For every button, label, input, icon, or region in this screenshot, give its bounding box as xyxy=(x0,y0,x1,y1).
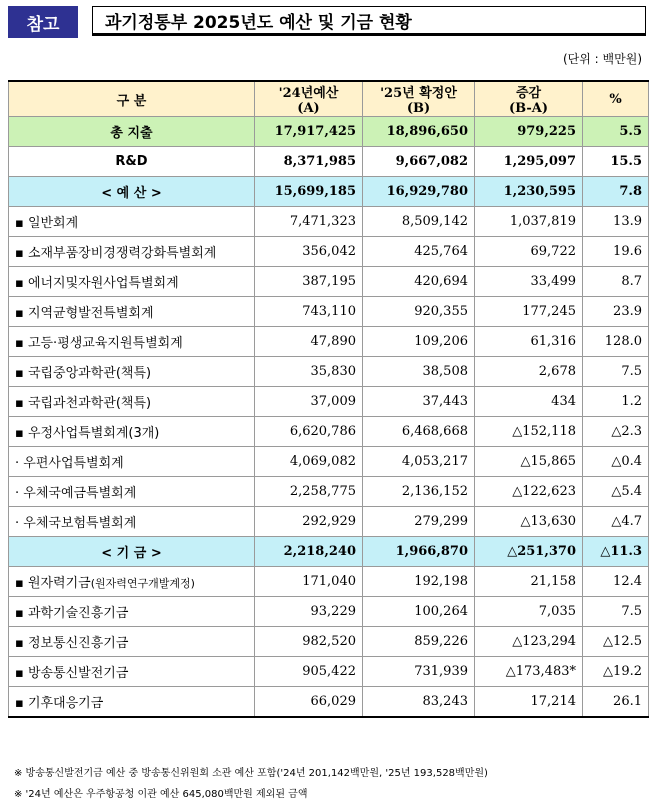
cell-b: 2,136,152 xyxy=(363,477,475,507)
cell-c: 17,214 xyxy=(475,687,583,718)
table-row xyxy=(9,567,649,597)
cell-a: 37,009 xyxy=(255,387,363,417)
table-row xyxy=(9,357,649,387)
cell-p: 7.5 xyxy=(583,597,649,627)
row-label: ▪ 일반회계 xyxy=(9,207,255,237)
cell-p: △4.7 xyxy=(583,507,649,537)
cell-p: 7.5 xyxy=(583,357,649,387)
cell-b: 425,764 xyxy=(363,237,475,267)
row-label: ▪ 국립과천과학관(책특) xyxy=(9,387,255,417)
cell-c: 1,037,819 xyxy=(475,207,583,237)
row-label: 총 지출 xyxy=(9,117,255,147)
cell-b: 109,206 xyxy=(363,327,475,357)
row-label: < 기 금 > xyxy=(9,537,255,567)
cell-c: △251,370 xyxy=(475,537,583,567)
cell-p: △19.2 xyxy=(583,657,649,687)
col-b: '25년 확정안 (B) xyxy=(363,81,475,117)
table-row xyxy=(9,447,649,477)
cell-c: 979,225 xyxy=(475,117,583,147)
cell-c: 2,678 xyxy=(475,357,583,387)
cell-p: 19.6 xyxy=(583,237,649,267)
cell-a: 171,040 xyxy=(255,567,363,597)
unit-label: (단위 : 백만원) xyxy=(563,52,642,66)
table-row xyxy=(9,117,649,147)
cell-p: 12.4 xyxy=(583,567,649,597)
row-label: ▪ 방송통신발전기금 xyxy=(9,657,255,687)
table-row xyxy=(9,327,649,357)
cell-c: 21,158 xyxy=(475,567,583,597)
cell-c: 69,722 xyxy=(475,237,583,267)
cell-p: 8.7 xyxy=(583,267,649,297)
cell-c: 434 xyxy=(475,387,583,417)
footnotes xyxy=(14,763,488,805)
row-label: ▪ 소재부품장비경쟁력강화특별회계 xyxy=(9,237,255,267)
cell-c: 33,499 xyxy=(475,267,583,297)
cell-c: △152,118 xyxy=(475,417,583,447)
row-label: · 우편사업특별회계 xyxy=(9,447,255,477)
cell-b: 18,896,650 xyxy=(363,117,475,147)
col-pct: % xyxy=(583,81,649,117)
table-row xyxy=(9,507,649,537)
cell-b: 731,939 xyxy=(363,657,475,687)
table-row xyxy=(9,537,649,567)
cell-a: 2,258,775 xyxy=(255,477,363,507)
cell-a: 35,830 xyxy=(255,357,363,387)
cell-b: 100,264 xyxy=(363,597,475,627)
cell-a: 982,520 xyxy=(255,627,363,657)
cell-a: 2,218,240 xyxy=(255,537,363,567)
cell-a: 387,195 xyxy=(255,267,363,297)
row-label: ▪ 우정사업특별회계(3개) xyxy=(9,417,255,447)
table-row xyxy=(9,267,649,297)
row-label: R&D xyxy=(9,147,255,177)
cell-p: △2.3 xyxy=(583,417,649,447)
row-label: ▪ 원자력기금(원자력연구개발계정) xyxy=(9,567,255,597)
cell-b: 859,226 xyxy=(363,627,475,657)
table-row xyxy=(9,687,649,718)
cell-b: 420,694 xyxy=(363,267,475,297)
col-a: '24년예산 (A) xyxy=(255,81,363,117)
cell-c: 61,316 xyxy=(475,327,583,357)
table-row xyxy=(9,237,649,267)
cell-p: 128.0 xyxy=(583,327,649,357)
cell-a: 7,471,323 xyxy=(255,207,363,237)
cell-b: 1,966,870 xyxy=(363,537,475,567)
row-label: ▪ 기후대응기금 xyxy=(9,687,255,718)
page-title: 과기정통부 2025년도 예산 및 기금 현황 xyxy=(92,6,646,36)
cell-a: 905,422 xyxy=(255,657,363,687)
cell-c: △15,865 xyxy=(475,447,583,477)
table-row xyxy=(9,147,649,177)
budget-table xyxy=(8,80,649,718)
cell-a: 292,929 xyxy=(255,507,363,537)
cell-a: 66,029 xyxy=(255,687,363,718)
cell-c: △123,294 xyxy=(475,627,583,657)
row-label: < 예 산 > xyxy=(9,177,255,207)
cell-p: 23.9 xyxy=(583,297,649,327)
cell-b: 920,355 xyxy=(363,297,475,327)
row-label: ▪ 고등·평생교육지원특별회계 xyxy=(9,327,255,357)
cell-b: 279,299 xyxy=(363,507,475,537)
table-row xyxy=(9,297,649,327)
cell-b: 8,509,142 xyxy=(363,207,475,237)
cell-p: 13.9 xyxy=(583,207,649,237)
row-label: · 우체국예금특별회계 xyxy=(9,477,255,507)
note-1: ※ 방송통신발전기금 예산 중 방송통신위원회 소관 예산 포함('24년 201,142백만원, '25년 193,528백만원) xyxy=(14,768,488,779)
table-row xyxy=(9,207,649,237)
table-row xyxy=(9,177,649,207)
cell-b: 83,243 xyxy=(363,687,475,718)
cell-c: △122,623 xyxy=(475,477,583,507)
row-label: ▪ 지역균형발전특별회계 xyxy=(9,297,255,327)
cell-b: 9,667,082 xyxy=(363,147,475,177)
cell-p: 5.5 xyxy=(583,117,649,147)
cell-p: △12.5 xyxy=(583,627,649,657)
cell-p: △11.3 xyxy=(583,537,649,567)
cell-c: 177,245 xyxy=(475,297,583,327)
cell-b: 6,468,668 xyxy=(363,417,475,447)
table-row xyxy=(9,597,649,627)
cell-b: 37,443 xyxy=(363,387,475,417)
cell-p: △5.4 xyxy=(583,477,649,507)
col-category: 구 분 xyxy=(9,81,255,117)
row-label: ▪ 정보통신진흥기금 xyxy=(9,627,255,657)
cell-a: 6,620,786 xyxy=(255,417,363,447)
cell-p: 7.8 xyxy=(583,177,649,207)
note-2: ※ '24년 예산은 우주항공청 이관 예산 645,080백만원 제외된 금액 xyxy=(14,789,308,800)
cell-a: 4,069,082 xyxy=(255,447,363,477)
col-c: 증감 (B-A) xyxy=(475,81,583,117)
cell-a: 47,890 xyxy=(255,327,363,357)
cell-b: 4,053,217 xyxy=(363,447,475,477)
cell-b: 192,198 xyxy=(363,567,475,597)
table-row xyxy=(9,417,649,447)
table-row xyxy=(9,657,649,687)
row-label: ▪ 과학기술진흥기금 xyxy=(9,597,255,627)
cell-b: 38,508 xyxy=(363,357,475,387)
cell-a: 15,699,185 xyxy=(255,177,363,207)
header xyxy=(8,6,648,40)
cell-a: 8,371,985 xyxy=(255,147,363,177)
table-row xyxy=(9,627,649,657)
row-label: · 우체국보험특별회계 xyxy=(9,507,255,537)
cell-p: 15.5 xyxy=(583,147,649,177)
cell-c: 1,230,595 xyxy=(475,177,583,207)
cell-c: △13,630 xyxy=(475,507,583,537)
cell-c: 7,035 xyxy=(475,597,583,627)
cell-a: 93,229 xyxy=(255,597,363,627)
reference-badge: 참고 xyxy=(8,6,78,38)
table-row xyxy=(9,387,649,417)
cell-a: 356,042 xyxy=(255,237,363,267)
cell-p: 1.2 xyxy=(583,387,649,417)
cell-b: 16,929,780 xyxy=(363,177,475,207)
row-label: ▪ 국립중앙과학관(책특) xyxy=(9,357,255,387)
cell-c: 1,295,097 xyxy=(475,147,583,177)
cell-p: △0.4 xyxy=(583,447,649,477)
cell-c: △173,483* xyxy=(475,657,583,687)
cell-a: 17,917,425 xyxy=(255,117,363,147)
table-row xyxy=(9,477,649,507)
cell-p: 26.1 xyxy=(583,687,649,718)
row-label: ▪ 에너지및자원사업특별회계 xyxy=(9,267,255,297)
cell-a: 743,110 xyxy=(255,297,363,327)
